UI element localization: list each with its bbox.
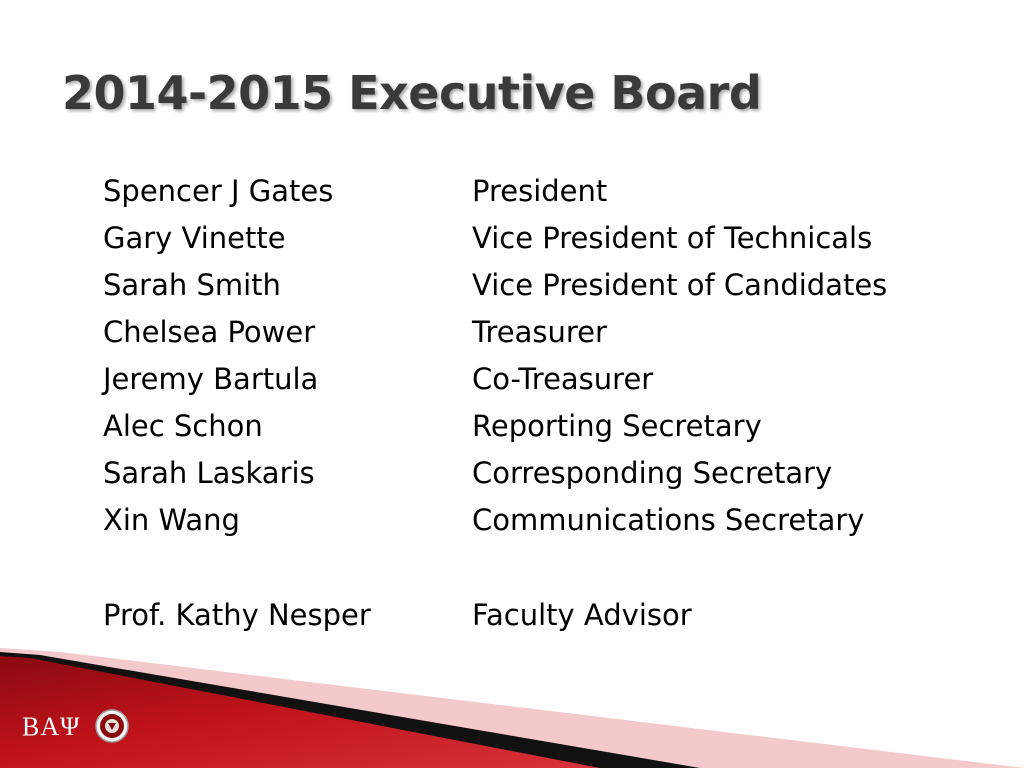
member-name: Jeremy Bartula — [103, 362, 319, 396]
member-role: Treasurer — [472, 315, 607, 349]
board-member-row — [103, 356, 887, 403]
slide-title: 2014-2015 Executive Board — [62, 66, 762, 120]
member-name: Alec Schon — [103, 409, 263, 443]
board-member-row — [103, 215, 887, 262]
advisor-role: Faculty Advisor — [472, 598, 692, 632]
member-name: Gary Vinette — [103, 221, 286, 255]
member-name: Spencer J Gates — [103, 174, 334, 208]
member-role: Vice President of Candidates — [472, 268, 888, 302]
board-member-row — [103, 497, 887, 544]
board-member-row — [103, 262, 887, 309]
bap-logo-text: ΒΑΨ — [22, 712, 81, 741]
board-member-row — [103, 168, 887, 215]
advisor-name: Prof. Kathy Nesper — [103, 598, 371, 632]
member-role: Vice President of Technicals — [472, 221, 873, 255]
board-member-row — [103, 450, 887, 497]
member-name: Sarah Laskaris — [103, 456, 315, 490]
member-name: Chelsea Power — [103, 315, 316, 349]
board-member-row — [103, 403, 887, 450]
member-role: Communications Secretary — [472, 503, 865, 537]
member-name: Xin Wang — [103, 503, 240, 537]
member-name: Sarah Smith — [103, 268, 281, 302]
member-role: Reporting Secretary — [472, 409, 762, 443]
crest-seal-icon — [95, 709, 129, 743]
board-member-row — [103, 309, 887, 356]
board-list — [103, 168, 887, 639]
advisor-row — [103, 592, 887, 639]
member-role: Co-Treasurer — [472, 362, 654, 396]
member-role: Corresponding Secretary — [472, 456, 833, 490]
member-role: President — [472, 174, 608, 208]
footer-decoration — [0, 638, 1024, 768]
